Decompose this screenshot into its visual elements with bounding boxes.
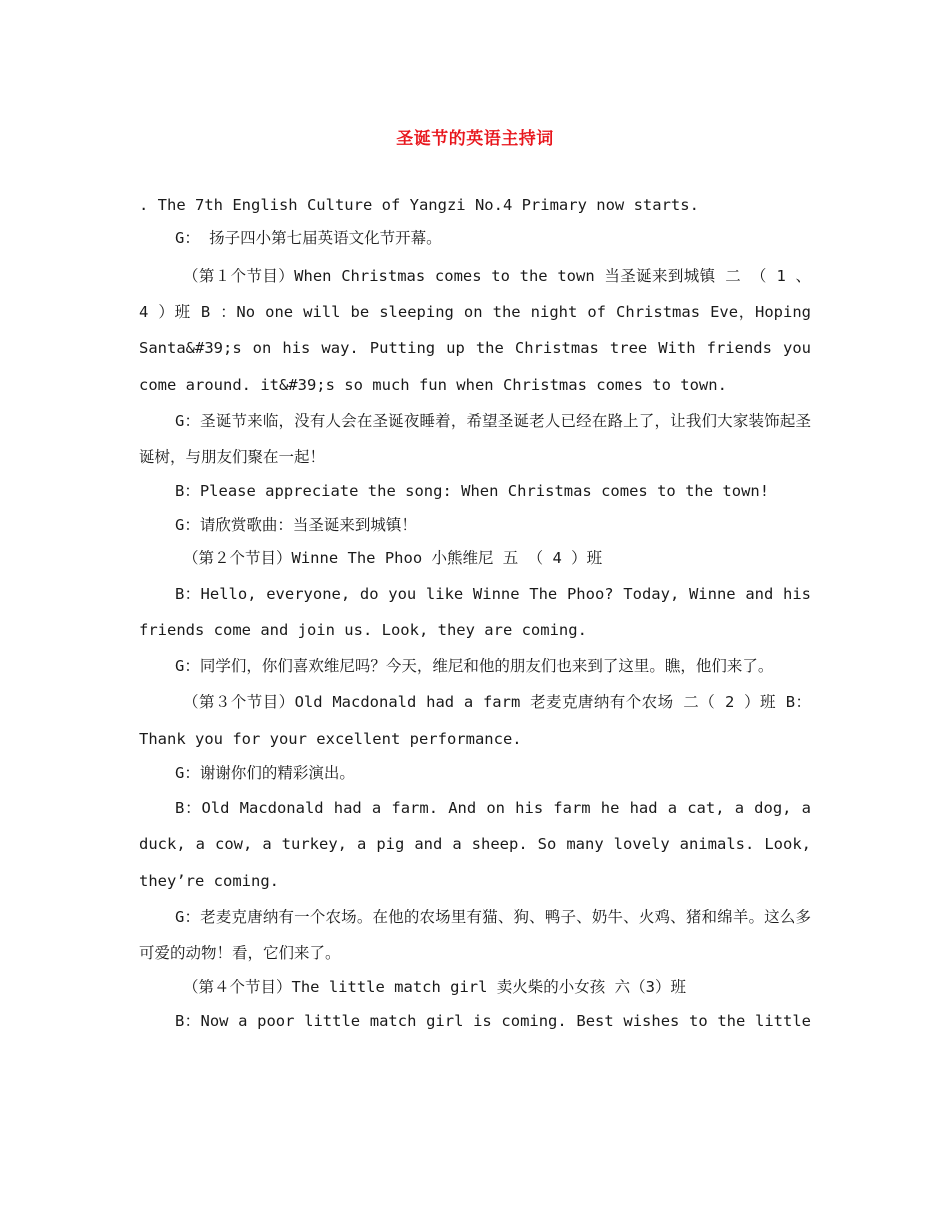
paragraph-g-opening: G： 扬子四小第七届英语文化节开幕。 <box>175 229 442 247</box>
paragraph-program-2: （第２个节目）Winne The Phoo 小熊维尼 五 （ 4 ）班 <box>183 549 603 568</box>
paragraph-g-program-3: G：谢谢你们的精彩演出。 <box>175 763 355 782</box>
paragraph-g-song: G：请欣赏歌曲：当圣诞来到城镇！ <box>175 515 417 534</box>
paragraph-program-1: （第１个节目）When Christmas comes to the town 当圣诞来到城镇 二 （ 1 、 4 ）班 B ：No one will be sleeping on the night of Christmas Eve，Hoping Santa&#39;s on his way. Putting up the Christmas tree With friends you come around. it&#39;s so much fun when Christmas comes to town. <box>139 267 811 394</box>
document-body <box>139 192 811 1038</box>
paragraph-g-farm: G：老麦克唐纳有一个农场。在他的农场里有猫、狗、鸭子、奶牛、火鸡、猪和绵羊。这么多可爱的动物！看，它们来了。 <box>139 907 811 963</box>
paragraph-program-4: （第４个节目）The little match girl 卖火柴的小女孩 六（3）班 <box>183 978 686 997</box>
paragraph-g-program-1: G：圣诞节来临，没有人会在圣诞夜睡着，希望圣诞老人已经在路上了，让我们大家装饰起圣诞树，与朋友们聚在一起！ <box>139 411 811 467</box>
paragraph-b-song: B：Please appreciate the song: When Christmas comes to the town! <box>175 482 770 501</box>
paragraph-g-program-2: G：同学们，你们喜欢维尼吗？今天，维尼和他的朋友们也来到了这里。瞧，他们来了。 <box>175 657 774 676</box>
document-title: 圣诞节的英语主持词 <box>396 129 554 149</box>
paragraph-b-farm: B：Old Macdonald had a farm. And on his farm he had a cat, a dog, a duck, a cow, a turkey, a pig and a sheep. So many lovely animals. Look, they’re coming. <box>139 799 811 890</box>
paragraph-b-program-4: B：Now a poor little match girl is coming. Best wishes to the little <box>175 1011 811 1030</box>
paragraph-opening: . The 7th English Culture of Yangzi No.4 Primary now starts. <box>139 196 699 214</box>
paragraph-b-program-2: B：Hello, everyone, do you like Winne The Phoo? Today, Winne and his friends come and join us. Look, they are coming. <box>139 584 811 639</box>
paragraph-program-3: （第３个节目）Old Macdonald had a farm 老麦克唐纳有个农场 二（ 2 ）班 B：Thank you for your excellent performance. <box>139 693 811 748</box>
